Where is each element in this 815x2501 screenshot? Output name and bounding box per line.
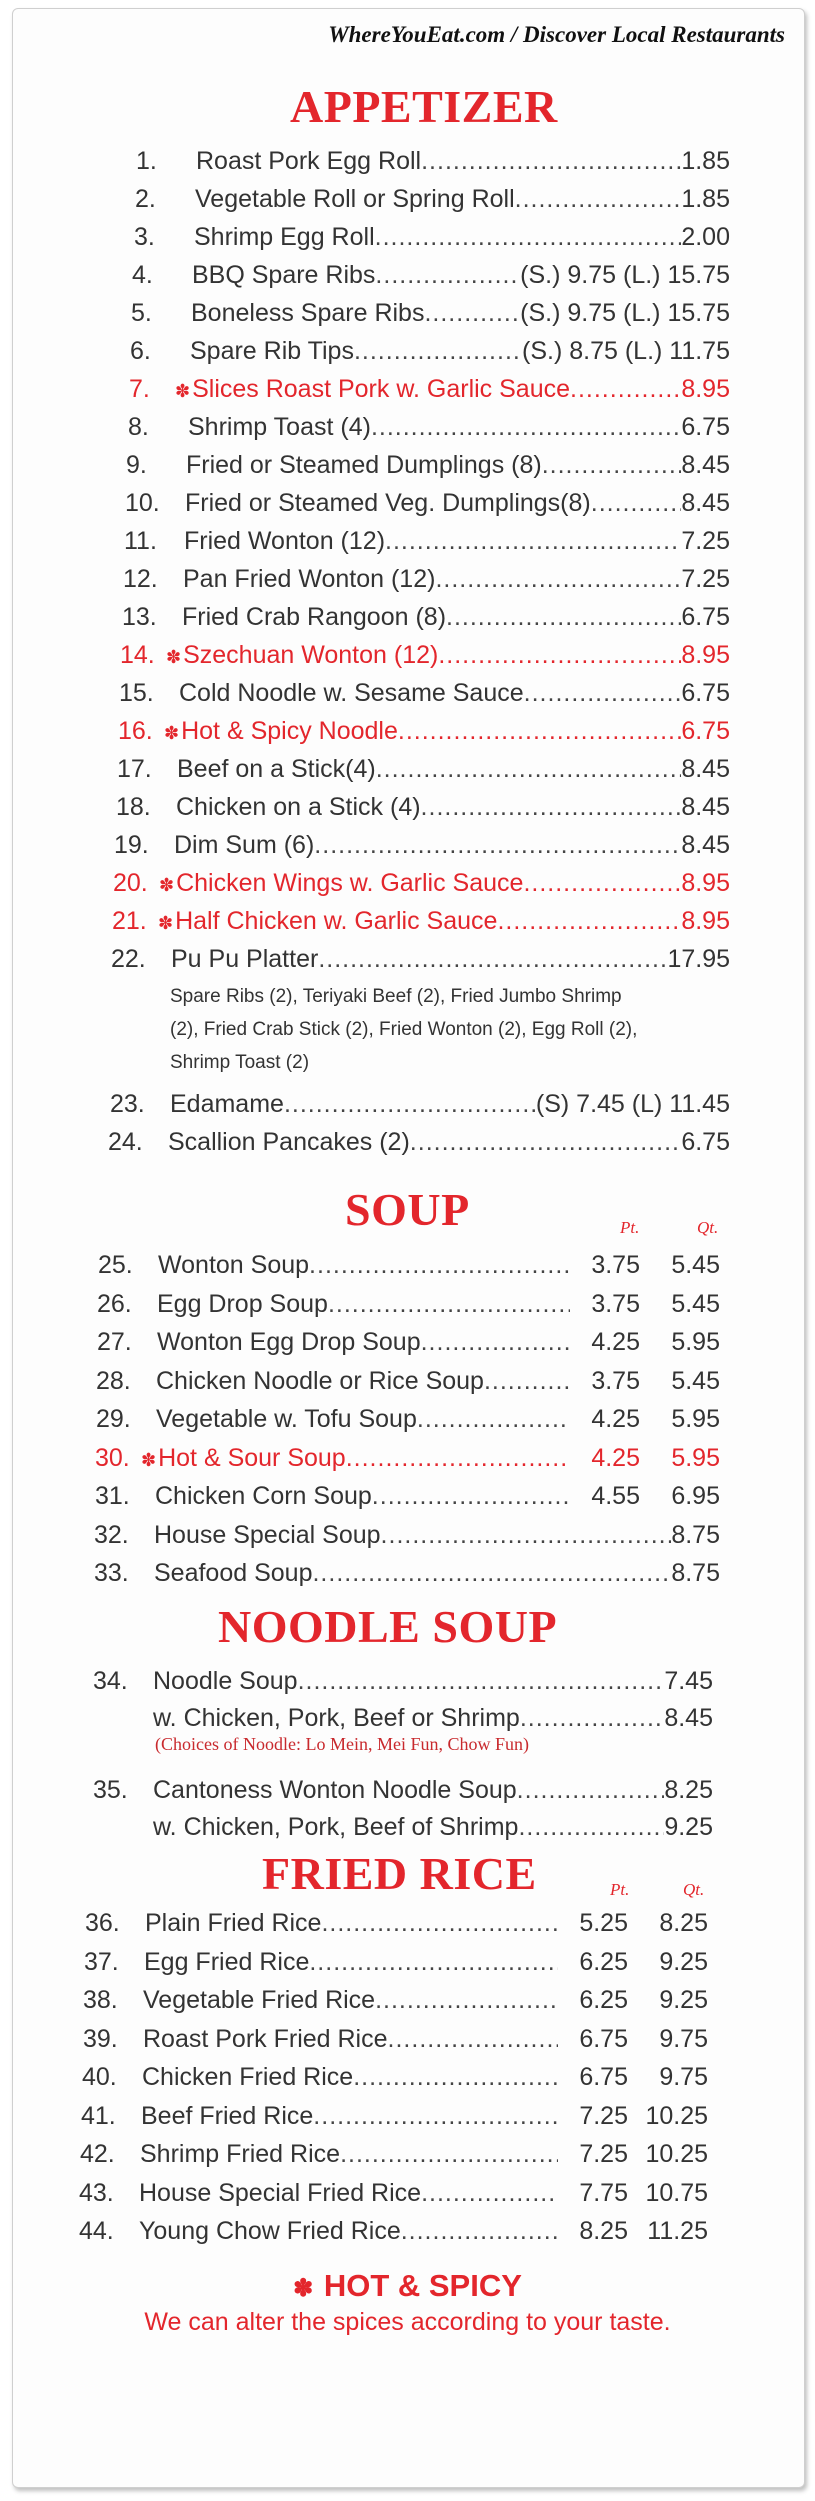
item-price [570,1286,720,1322]
pupu-description-line: Spare Ribs (2), Teriyaki Beef (2), Fried Jumbo Shrimp [170,986,622,1007]
item-number: 30. [95,1443,130,1472]
dot-leader [421,1324,570,1360]
dot-leader [497,903,681,939]
item-price [570,1247,720,1283]
item-number: 7. [129,375,150,403]
section-title-appetizer: APPETIZER [290,81,558,132]
dot-leader [438,637,681,673]
item-number: 39. [83,2024,118,2053]
dot-leader [518,1809,664,1845]
dot-leader [520,1700,665,1736]
item-price-qt: 10.75 [645,2178,708,2207]
pepper-icon: ✽ [141,1449,157,1470]
item-price-pt: 7.25 [579,2140,628,2168]
item-name: Shrimp Egg Roll [194,223,375,251]
noodle-choices-note: (Choices of Noodle: Lo Mein, Mei Fun, Chow Fun) [155,1734,529,1754]
item-price [558,1982,708,2018]
menu-item [132,257,730,293]
item-name: Egg Fried Rice [144,1947,310,1976]
menu-item [93,1772,713,1808]
item-price: (S.) 9.75 (L.) 15.75 [520,261,730,289]
item-price: 2.00 [681,223,730,251]
item-price [570,1324,720,1360]
item-price-qt: 10.25 [645,2140,708,2168]
dot-leader [353,2059,558,2095]
menu-item [131,295,730,331]
section-title-soup: SOUP [345,1184,470,1235]
item-name: w. Chicken, Pork, Beef or Shrimp [153,1704,520,1732]
dot-leader [375,219,682,255]
rice-col-qt: Qt. [683,1880,705,1899]
menu-item [98,1247,720,1283]
item-number: 17. [117,755,152,783]
item-number: 11. [124,527,157,555]
menu-item [81,2098,708,2134]
item-name: Pan Fried Wonton (12) [183,565,436,593]
item-price: 6.75 [681,603,730,631]
item-price-qt: 5.45 [671,1366,720,1395]
menu-item [93,1809,713,1845]
item-price: 1.85 [681,185,730,213]
item-price [558,2021,708,2057]
item-price-qt: 5.95 [671,1328,720,1356]
item-number: 40. [82,2063,117,2091]
item-price: 8.45 [664,1704,713,1732]
item-name: Chicken Noodle or Rice Soup [156,1366,484,1395]
item-name: Beef Fried Rice [141,2101,314,2130]
item-name: Egg Drop Soup [157,1289,328,1318]
item-number: 15. [119,679,154,707]
item-price-pt: 7.75 [579,2178,628,2207]
dot-leader [284,1086,536,1122]
item-price-pt: 3.75 [591,1366,640,1395]
section-title-noodle-soup: NOODLE SOUP [218,1601,558,1652]
dot-leader [309,1944,558,1980]
item-number: 31. [95,1482,130,1510]
menu-item [116,789,730,825]
item-price-pt: 7.25 [579,2101,628,2130]
item-price [570,1401,720,1437]
item-price: 6.75 [681,413,730,441]
menu-item [123,561,730,597]
menu-item [93,1663,713,1699]
item-number: 21. [112,907,147,935]
item-name: Hot & Sour Soup [158,1443,346,1472]
site-header[interactable]: WhereYouEat.com / Discover Local Restaurants [328,22,785,47]
item-number: 25. [98,1251,133,1279]
menu-item [122,599,730,635]
dot-leader [524,675,682,711]
item-name: Hot & Spicy Noodle [181,717,398,745]
legend-hot-spicy [0,2268,815,2304]
item-price-qt: 8.25 [659,1909,708,1937]
item-name: BBQ Spare Ribs [192,261,376,289]
dot-leader [309,1247,570,1283]
menu-item [126,447,730,483]
item-price: 8.95 [681,375,730,403]
dot-leader [298,1663,665,1699]
item-price-qt: 6.95 [671,1482,720,1510]
item-name: Fried Wonton (12) [184,527,386,555]
dot-leader [375,1982,558,2018]
item-number: 23. [110,1090,145,1118]
menu-item [83,1982,708,2018]
item-name: Half Chicken w. Garlic Sauce [175,907,498,935]
item-price [558,2213,708,2249]
item-name: Cantoness Wonton Noodle Soup [153,1776,517,1804]
item-number: 5. [131,299,152,327]
dot-leader [435,561,681,597]
section-title-fried-rice: FRIED RICE [262,1848,537,1899]
item-price-qt: 9.75 [659,2063,708,2091]
item-price: 6.75 [681,1128,730,1156]
menu-item [83,2021,708,2057]
menu-item [97,1324,720,1360]
menu-item [96,1401,720,1437]
item-number: 13. [122,603,157,631]
item-price [558,2136,708,2172]
item-price [558,2059,708,2095]
pupu-description-line: (2), Fried Crab Stick (2), Fried Wonton (2), Egg Roll (2), [170,1019,638,1040]
item-number: 37. [84,1947,119,1976]
dot-leader [328,1286,570,1322]
dot-leader [515,181,682,217]
item-price-qt: 5.45 [671,1251,720,1279]
item-price-qt: 10.25 [645,2101,708,2130]
dot-leader [421,2175,558,2211]
item-price: 8.75 [671,1559,720,1587]
item-name: Chicken on a Stick (4) [176,793,421,821]
legend-title-text: HOT & SPICY [323,2268,522,2303]
pepper-icon: ✽ [164,723,180,743]
dot-leader [410,1124,682,1160]
item-price-qt: 5.95 [671,1443,720,1472]
dot-leader [314,827,681,863]
item-name: Shrimp Fried Rice [140,2140,341,2168]
dot-leader [517,1772,665,1808]
item-price: 8.45 [681,831,730,859]
item-price-qt: 11.25 [647,2217,708,2245]
item-number: 14. [120,641,155,669]
dot-leader [542,447,682,483]
item-number: 24. [108,1128,143,1156]
menu-item [117,751,730,787]
item-name: Plain Fried Rice [145,1909,322,1937]
item-name: Seafood Soup [154,1559,313,1587]
item-price-qt: 5.95 [671,1405,720,1433]
item-number: 36. [85,1909,120,1937]
item-number: 12. [123,565,158,593]
item-price: 8.25 [664,1776,713,1804]
item-number: 2. [135,185,156,213]
dot-leader [421,143,681,179]
item-price: 9.25 [664,1813,713,1841]
menu-item [80,2136,708,2172]
legend-note: We can alter the spices according to your taste. [144,2308,671,2336]
item-price-pt: 6.25 [579,1947,628,1976]
item-number: 1. [136,147,157,175]
item-number: 26. [97,1289,132,1318]
item-name: Wonton Soup [158,1251,310,1279]
item-number: 29. [96,1405,131,1433]
item-name: Cold Noodle w. Sesame Sauce [179,679,524,707]
menu-item [79,2213,708,2249]
dot-leader [523,865,681,901]
item-price: 8.45 [681,489,730,517]
item-name: Young Chow Fried Rice [139,2217,401,2245]
dot-leader [421,789,682,825]
dot-leader [313,2098,558,2134]
dot-leader [318,941,667,977]
item-price: 8.45 [681,451,730,479]
dot-leader [376,751,682,787]
item-number: 6. [130,337,151,365]
menu-item [111,941,730,977]
menu-item [112,903,730,939]
item-price: 8.95 [681,869,730,897]
item-price [558,1905,708,1941]
menu-item [108,1124,730,1160]
item-price-pt: 3.75 [591,1251,640,1279]
item-name: Boneless Spare Ribs [191,299,425,327]
item-price-pt: 4.25 [591,1443,640,1472]
item-name: Vegetable Fried Rice [143,1986,376,2014]
item-name: Fried or Steamed Veg. Dumplings(8) [185,489,591,517]
dot-leader [385,523,681,559]
item-price: 7.25 [681,565,730,593]
dot-leader [424,295,520,331]
item-price: 7.45 [664,1667,713,1695]
item-price: 17.95 [667,945,730,973]
menu-item [119,675,730,711]
menu-item [124,523,730,559]
item-name: Vegetable Roll or Spring Roll [195,185,515,213]
item-price-pt: 4.55 [591,1482,640,1510]
item-price [570,1363,720,1399]
menu-item [136,143,730,179]
pepper-icon: ✽ [175,381,191,401]
menu-item [95,1440,720,1476]
item-name: Edamame [170,1090,284,1118]
item-price: 8.45 [681,755,730,783]
item-price [570,1478,720,1514]
item-price-pt: 6.25 [579,1986,628,2014]
menu-item [120,637,730,673]
menu-item [128,409,730,445]
item-price-qt: 5.45 [671,1289,720,1318]
item-number: 41. [81,2101,116,2130]
menu-item [113,865,730,901]
pepper-icon: ✽ [158,913,174,933]
item-name: Beef on a Stick(4) [177,755,376,783]
item-name: w. Chicken, Pork, Beef of Shrimp [153,1813,519,1841]
dot-leader [398,713,681,749]
soup-col-pt: Pt. [620,1218,640,1237]
dot-leader [570,371,681,407]
dot-leader [312,1555,671,1591]
item-name: Fried Crab Rangoon (8) [182,603,447,631]
item-price-pt: 6.75 [579,2024,628,2053]
item-price [570,1440,720,1476]
menu-item [84,1944,708,1980]
item-number: 35. [93,1776,128,1804]
item-name: Roast Pork Egg Roll [196,147,422,175]
menu-item [114,827,730,863]
item-name: Noodle Soup [153,1667,298,1695]
item-price-qt: 9.25 [659,1947,708,1976]
menu-item [129,371,730,407]
item-number: 19. [114,831,149,859]
menu-item [134,219,730,255]
item-price-pt: 6.75 [579,2063,628,2091]
item-number: 32. [94,1520,129,1549]
dot-leader [388,2021,558,2057]
menu-item [79,2175,708,2211]
item-number: 28. [96,1366,131,1395]
item-price: 8.45 [681,793,730,821]
item-name: Pu Pu Platter [171,945,319,973]
pupu-description-line: Shrimp Toast (2) [170,1052,310,1073]
item-name: Vegetable w. Tofu Soup [156,1405,417,1433]
item-name: Slices Roast Pork w. Garlic Sauce [192,375,571,403]
dot-leader [375,257,520,293]
menu-item [135,181,730,217]
item-number: 8. [128,413,149,441]
item-number: 44. [79,2217,114,2245]
item-name: House Special Soup [154,1520,381,1549]
menu-item [97,1286,720,1322]
item-number: 4. [132,261,153,289]
item-name: Chicken Corn Soup [155,1482,372,1510]
item-price: 1.85 [681,147,730,175]
item-number: 42. [80,2140,115,2168]
menu-item [85,1905,708,1941]
item-price-pt: 5.25 [579,1909,628,1937]
menu-item [94,1555,720,1591]
item-price: (S) 7.45 (L) 11.45 [535,1090,730,1118]
item-price [558,1944,708,1980]
item-price: (S.) 8.75 (L.) 11.75 [522,337,730,365]
item-name: Spare Rib Tips [190,337,354,365]
dot-leader [417,1401,570,1437]
item-number: 16. [118,717,153,745]
item-number: 33. [94,1559,129,1587]
item-number: 3. [134,223,155,251]
item-number: 20. [113,869,148,897]
pepper-icon: ✽ [159,875,175,895]
item-price [558,2175,708,2211]
dot-leader [340,2136,558,2172]
item-price-pt: 3.75 [591,1289,640,1318]
item-price [558,2098,708,2134]
item-number: 10. [125,489,160,517]
dot-leader [372,1478,570,1514]
menu-item [94,1517,720,1553]
item-number: 22. [111,945,146,973]
item-price: 8.95 [681,641,730,669]
dot-leader [446,599,681,635]
item-name: Dim Sum (6) [174,831,315,859]
dot-leader [381,1517,672,1553]
item-price-qt: 9.75 [659,2024,708,2053]
item-number: 34. [93,1667,128,1695]
dot-leader [371,409,681,445]
dot-leader [401,2213,558,2249]
menu-item [93,1700,713,1736]
item-number: 27. [97,1328,132,1356]
menu-item [95,1478,720,1514]
dot-leader [321,1905,558,1941]
item-price-pt: 8.25 [579,2217,628,2245]
item-name: Roast Pork Fried Rice [143,2024,388,2053]
item-price: 8.95 [681,907,730,935]
item-price: 6.75 [681,679,730,707]
soup-col-qt: Qt. [697,1218,719,1237]
item-name: Chicken Wings w. Garlic Sauce [176,869,524,897]
menu-item [96,1363,720,1399]
menu-item [130,333,730,369]
menu-item [125,485,730,521]
item-number: 9. [126,451,147,479]
pepper-icon: ✽ [166,647,182,667]
item-price: 7.25 [681,527,730,555]
dot-leader [354,333,522,369]
item-name: Scallion Pancakes (2) [168,1128,410,1156]
item-name: Szechuan Wonton (12) [183,641,439,669]
item-number: 38. [83,1986,118,2014]
item-number: 18. [116,793,151,821]
item-name: Chicken Fried Rice [142,2063,354,2091]
item-price-pt: 4.25 [591,1328,640,1356]
item-price-pt: 4.25 [591,1405,640,1433]
item-name: House Special Fried Rice [139,2178,422,2207]
dot-leader [591,485,682,521]
item-price: 6.75 [681,717,730,745]
item-name: Fried or Steamed Dumplings (8) [186,451,542,479]
item-name: Shrimp Toast (4) [188,413,371,441]
dot-leader [346,1440,570,1476]
menu-item [110,1086,730,1122]
dot-leader [484,1363,570,1399]
item-price-qt: 9.25 [659,1986,708,2014]
menu-item [118,713,730,749]
item-price: (S.) 9.75 (L.) 15.75 [520,299,730,327]
pepper-icon: ✽ [293,2275,314,2302]
item-number: 43. [79,2178,114,2207]
item-price: 8.75 [671,1520,720,1549]
rice-col-pt: Pt. [610,1880,630,1899]
item-name: Wonton Egg Drop Soup [157,1328,421,1356]
menu-item [82,2059,708,2095]
